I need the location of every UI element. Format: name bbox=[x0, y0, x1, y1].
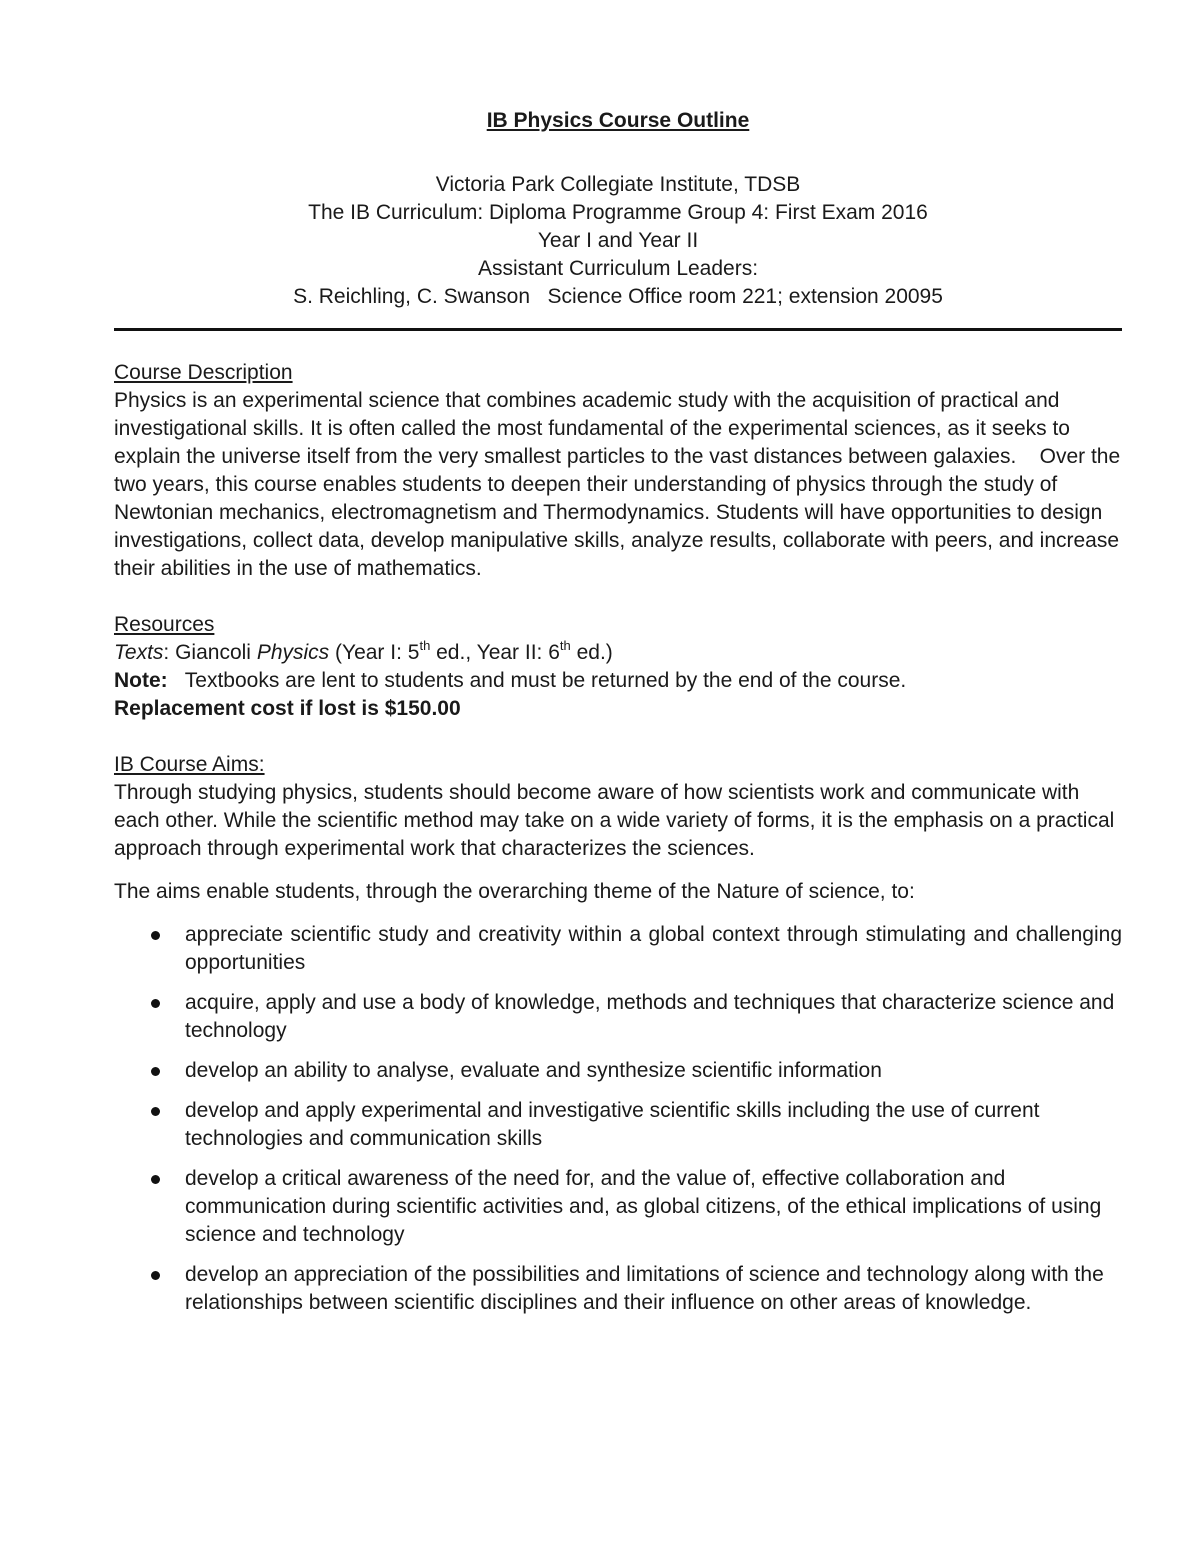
bullet-icon bbox=[151, 1067, 160, 1076]
list-item bbox=[114, 921, 1122, 977]
bullet-icon bbox=[151, 931, 160, 940]
note-text: Textbooks are lent to students and must be returned by the end of the course. bbox=[167, 669, 907, 692]
course-description-heading: Course Description bbox=[114, 361, 293, 384]
aim-text: develop and apply experimental and investigative scientific skills including the use of current technologies and communication skills bbox=[185, 1099, 1040, 1150]
list-item bbox=[114, 1097, 1122, 1153]
document-page bbox=[114, 107, 1126, 1329]
bullet-icon bbox=[151, 1107, 160, 1116]
edition-close: ed.) bbox=[570, 641, 613, 664]
list-item bbox=[114, 1165, 1122, 1249]
list-item bbox=[114, 1057, 1122, 1085]
school-name: Victoria Park Collegiate Institute, TDSB bbox=[435, 173, 801, 196]
leaders-label: Assistant Curriculum Leaders: bbox=[477, 257, 759, 280]
leaders-contact: S. Reichling, C. Swanson Science Office room 221; extension 20095 bbox=[293, 285, 943, 308]
textbook-author: Giancoli bbox=[169, 641, 257, 664]
texts-label: Texts bbox=[114, 641, 164, 664]
course-aims-heading: IB Course Aims: bbox=[114, 753, 265, 776]
resources-heading: Resources bbox=[114, 613, 215, 636]
bullet-icon bbox=[151, 1175, 160, 1184]
aims-list bbox=[114, 921, 1122, 1317]
course-aims-section bbox=[114, 751, 1122, 1317]
edition2-suffix: th bbox=[559, 638, 571, 653]
list-item bbox=[114, 1261, 1122, 1317]
years-line: Year I and Year II bbox=[537, 229, 699, 252]
resources-section bbox=[114, 611, 1122, 723]
aim-text: appreciate scientific study and creativity within a global context through stimulating and challenging opportunities bbox=[185, 923, 1122, 974]
curriculum-line: The IB Curriculum: Diploma Programme Group 4: First Exam 2016 bbox=[308, 201, 928, 224]
header-block bbox=[114, 171, 1122, 311]
course-description-text: Physics is an experimental science that combines academic study with the acquisition of practical and investigational skills. It is often called the most fundamental of the experimental sciences, as it seeks to explain the universe itself from the very smallest particles to the vast distances between galaxies. Over the two years, this course enables students to deepen their understanding of physics through the study of Newtonian mechanics, electromagnetism and Thermodynamics. Students will have opportunities to design investigations, collect data, develop manipulative skills, analyze results, collaborate with peers, and increase their abilities in the use of mathematics. bbox=[114, 389, 1126, 580]
edition-mid: ed., Year II: 6 bbox=[430, 641, 560, 664]
aims-intro: The aims enable students, through the overarching theme of the Nature of science, to: bbox=[114, 880, 915, 903]
course-aims-text: Through studying physics, students should become aware of how scientists work and communicate with each other. While the scientific method may take on a wide variety of forms, it is the emphasis on a practical approach through experimental work that characterizes the sciences. bbox=[114, 781, 1115, 860]
aim-text: acquire, apply and use a body of knowledge, methods and techniques that characterize science and technology bbox=[185, 991, 1115, 1042]
list-item bbox=[114, 989, 1122, 1045]
aim-text: develop a critical awareness of the need for, and the value of, effective collaboration and communication during scientific activities and, as global citizens, of the ethical implications of using science and technology bbox=[185, 1167, 1102, 1246]
note-line bbox=[114, 667, 1122, 695]
horizontal-divider bbox=[114, 328, 1122, 331]
page-title: IB Physics Course Outline bbox=[486, 109, 750, 132]
replacement-cost: Replacement cost if lost is $150.00 bbox=[114, 697, 461, 720]
texts-colon: : bbox=[163, 641, 170, 664]
textbook-title: Physics bbox=[256, 641, 330, 664]
course-description-section bbox=[114, 359, 1126, 583]
edition-open: (Year I: 5 bbox=[329, 641, 420, 664]
aim-text: develop an ability to analyse, evaluate and synthesize scientific information bbox=[185, 1059, 882, 1082]
note-label: Note: bbox=[114, 669, 168, 692]
bullet-icon bbox=[151, 999, 160, 1008]
aim-text: develop an appreciation of the possibilities and limitations of science and technology along with the relationships between scientific disciplines and their influence on other areas of knowledge. bbox=[185, 1263, 1104, 1314]
bullet-icon bbox=[151, 1271, 160, 1280]
edition1-suffix: th bbox=[419, 638, 431, 653]
texts-line bbox=[114, 639, 1122, 667]
